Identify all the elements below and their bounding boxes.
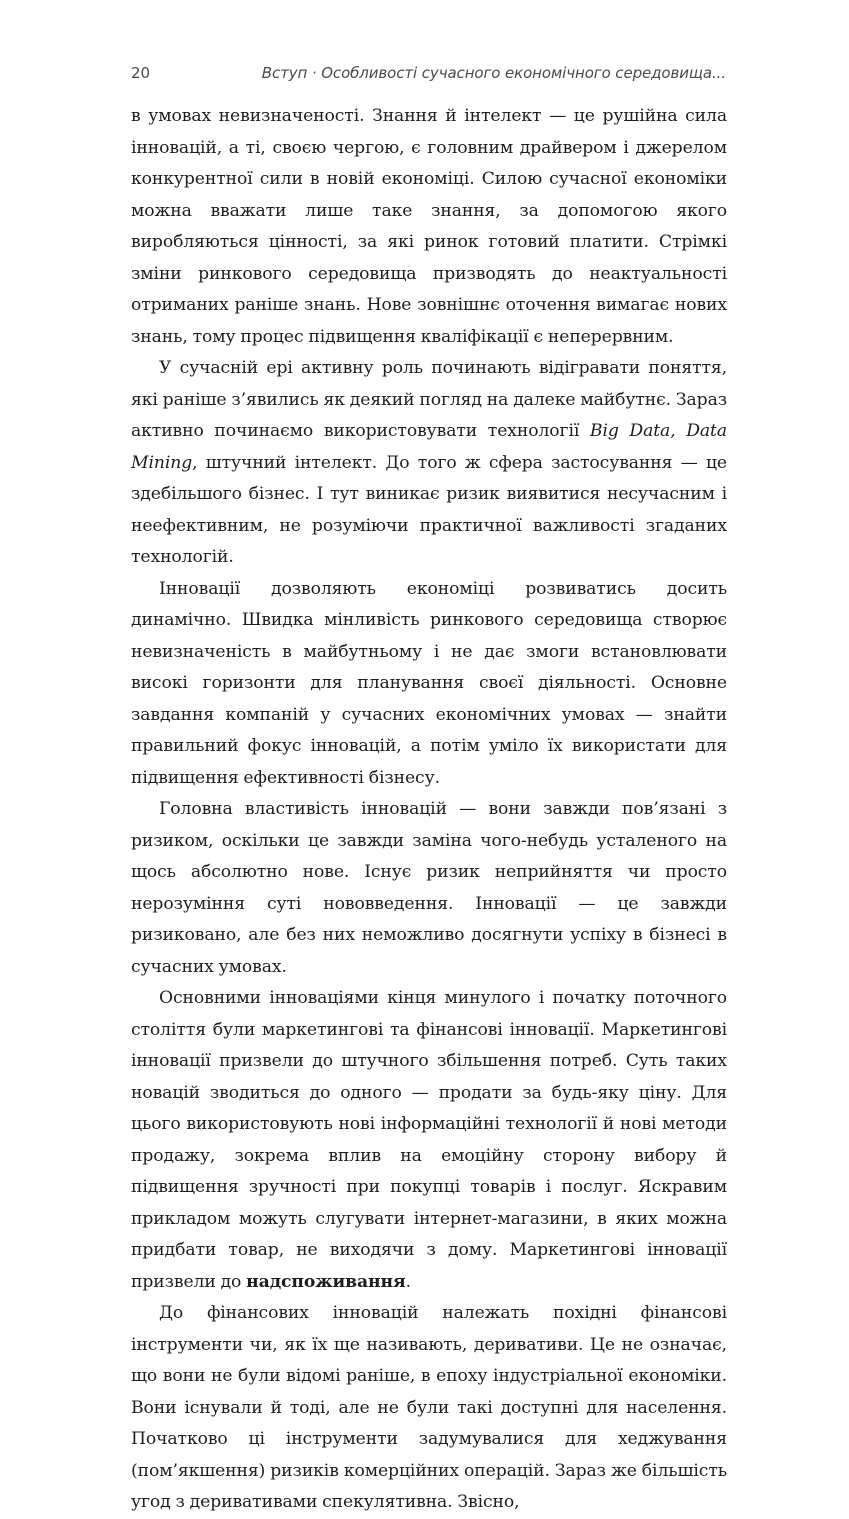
- paragraph: [131, 574, 727, 795]
- paragraph: [131, 983, 727, 1298]
- bold-term: надспоживання: [246, 1271, 406, 1292]
- paragraph: [131, 353, 727, 574]
- text-run: Основними інноваціями кінця минулого і початку поточного століття були маркетингові та фінансові інновації. Маркетингові інновації призвели до штучного збільшення потреб. Суть таких новацій зводиться до одного — продати за будь-яку ціну. Для цього використовують нові інформаційні технології й нові методи продажу, зокрема вплив на емоційну сторону вибору й підвищення зручності при покупці товарів і послуг. Яскравим прикладом можуть слугувати інтернет-магазини, в яких можна придбати товар, не виходячи з дому. Маркетингові інновації призвели до: [131, 988, 727, 1292]
- paragraph: [131, 1298, 727, 1519]
- paragraph: [131, 794, 727, 983]
- text-run: в умовах невизначеності. Знання й інтелект — це рушійна сила інновацій, а ті, своєю чергою, є головним драйвером і джерелом конкурентної сили в новій економіці. Силою сучасної економіки можна вважати лише таке знання, за допомогою якого виробляються цінності, за які ринок готовий платити. Стрімкі зміни ринкового середовища призводять до неактуальності отриманих раніше знань. Нове зовнішнє оточення вимагає нових знань, тому процес підвищення кваліфікації є неперервним.: [131, 106, 727, 347]
- body-text: [131, 101, 727, 1519]
- text-run: .: [405, 1271, 411, 1292]
- italic-term: Big Data, Data Mining: [131, 421, 727, 473]
- paragraph: [131, 101, 727, 353]
- text-run: , штучний інтелект. До того ж сфера застосування — це здебільшого бізнес. І тут виникає ризик виявитися несучасним і неефективним, не розуміючи практичної важливості згаданих технологій.: [131, 452, 727, 567]
- text-run: До фінансових інновацій належать похідні фінансові інструменти чи, як їх ще називають, деривативи. Це не означає, що вони не були відомі раніше, в епоху індустріальної економіки. Вони існували й тоді, але не були такі доступні для населення. Початково ці інструменти задумувалися для хеджування (пом’якшення) ризиків комерційних операцій. Зараз же більшість угод з деривативами спекулятивна. Звісно,: [131, 1303, 727, 1512]
- text-run: У сучасній ері активну роль починають відігравати поняття, які раніше з’явились як деякий погляд на далеке майбутнє. Зараз активно починаємо використовувати технології: [131, 358, 727, 441]
- text-run: Головна властивість інновацій — вони завжди пов’язані з ризиком, оскільки це завжди заміна чого-небудь усталеного на щось абсолютно нове. Існує ризик неприйняття чи просто нерозуміння суті нововведення. Інновації — це завжди ризиковано, але без них неможливо досягнути успіху в бізнесі в сучасних умовах.: [131, 799, 727, 977]
- page-number: 20: [131, 64, 151, 82]
- chapter-title: Вступ · Особливості сучасного економічного середовища...: [261, 64, 726, 82]
- text-run: Інновації дозволяють економіці розвиватись досить динамічно. Швидка мінливість ринкового середовища створює невизначеність в майбутньому і не дає змоги встановлювати високі горизонти для планування своєї діяльності. Основне завдання компаній у сучасних економічних умовах — знайти правильний фокус інновацій, а потім уміло їх використати для підвищення ефективності бізнесу.: [131, 578, 727, 788]
- running-header: [131, 64, 726, 88]
